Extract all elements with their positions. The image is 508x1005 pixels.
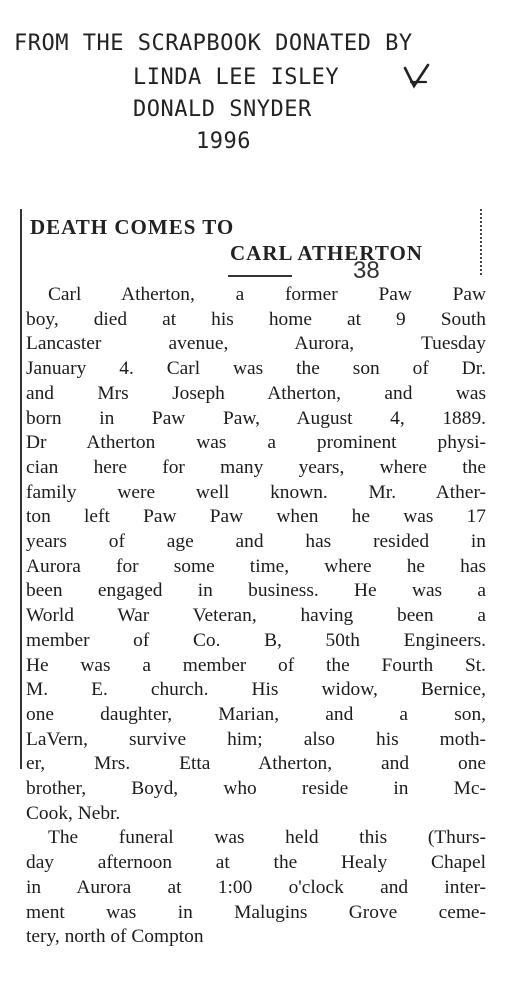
paragraph-1-line: ton left Paw Paw when he was 17 [26,506,486,528]
header-line-year: 1996 [196,129,251,154]
paragraph-1-line: boy, died at his home at 9 South [26,308,486,330]
header-line-donor-2: DONALD SNYDER [133,97,312,122]
paragraph-1-line: been engaged in business. He was a [26,580,486,602]
paragraph-1-line: one daughter, Marian, and a son, [26,703,486,725]
paragraph-1-line: member of Co. B, 50th Engineers. [26,629,486,651]
paragraph-1-line: cian here for many years, where the [26,456,486,478]
paragraph-1-line: Dr Atherton was a prominent physi- [26,432,486,454]
paragraph-1-line: LaVern, survive him; also his moth- [26,728,486,750]
header-line-donated-by: FROM THE SCRAPBOOK DONATED BY [14,31,413,56]
paragraph-1-line: years of age and has resided in [26,531,486,553]
newspaper-clipping [16,205,496,980]
handwritten-clipping-number: 38 [353,257,380,284]
paragraph-2-line: in Aurora at 1:00 o'clock and inter- [26,876,486,898]
headline-divider [228,275,292,277]
headline-line-1: DEATH COMES TO [30,215,235,239]
paragraph-2-line: tery, north of Compton [26,926,204,948]
paragraph-1-line: Cook, Nebr. [26,802,121,824]
paragraph-1-line: January 4. Carl was the son of Dr. [26,358,486,380]
clipping-right-rule [480,209,482,275]
paragraph-2-line: day afternoon at the Healy Chapel [26,852,486,874]
paragraph-1-line: and Mrs Joseph Atherton, and was [26,382,486,404]
paragraph-1-line: He was a member of the Fourth St. [26,654,486,676]
check-mark-icon [402,62,432,92]
paragraph-1-line: Aurora for some time, where he has [26,555,486,577]
header-line-donor-1: LINDA LEE ISLEY [133,65,340,90]
paragraph-1-line: family were well known. Mr. Ather- [26,481,486,503]
paragraph-1-line: World War Veteran, having been a [26,605,486,627]
paragraph-2-line: ment was in Malugins Grove ceme- [26,901,486,923]
paragraph-1-line: Carl Atherton, a former Paw Paw [48,284,486,305]
paragraph-1-line: born in Paw Paw, August 4, 1889. [26,407,486,429]
article-body [26,283,486,950]
headline-line-2: CARL ATHERTON [230,241,423,265]
paragraph-2-line: The funeral was held this (Thurs- [48,827,486,849]
paragraph-1-line: brother, Boyd, who reside in Mc- [26,778,486,800]
paragraph-1-line: er, Mrs. Etta Atherton, and one [26,753,486,775]
paragraph-1-line: Lancaster avenue, Aurora, Tuesday [26,333,486,355]
paragraph-1-line: M. E. church. His widow, Bernice, [26,679,486,701]
clipping-left-rule [20,209,22,769]
